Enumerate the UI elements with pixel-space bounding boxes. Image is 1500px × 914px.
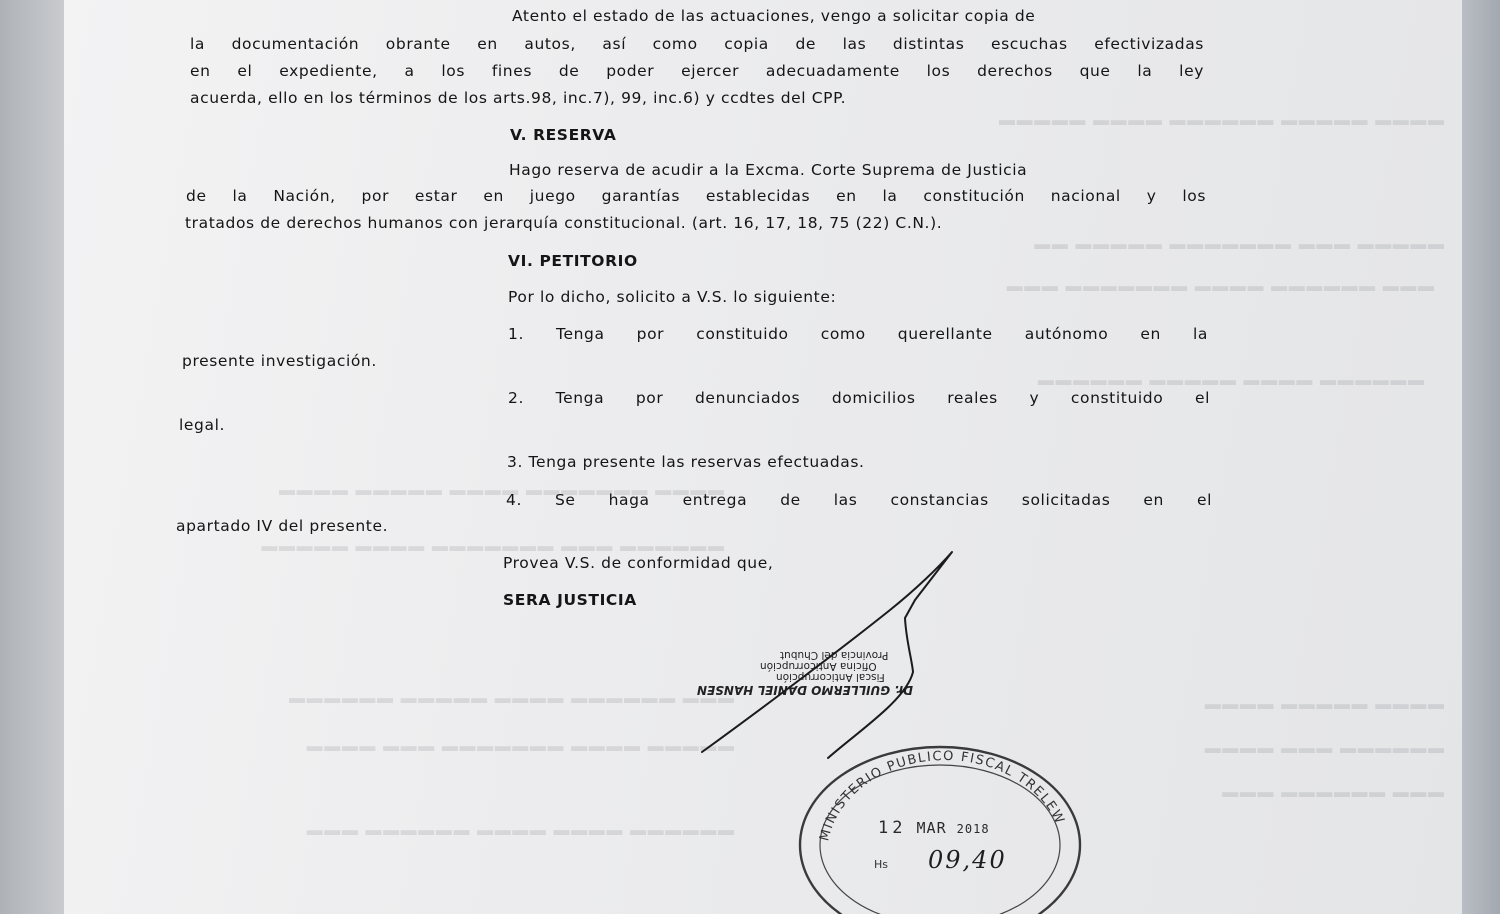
petitorio-item-1-continuation: presente investigación. xyxy=(182,352,377,370)
show-through-text: ▬▬▬ ▬▬▬▬▬▬ ▬▬▬▬ ▬▬▬▬▬ ▬▬▬▬▬▬ xyxy=(287,690,734,707)
seal-day: 12 xyxy=(878,818,907,838)
stamp-title-2: Oficina Anticorrupción xyxy=(760,660,877,672)
petitorio-item-4-continuation: apartado IV del presente. xyxy=(176,517,389,535)
petitorio-item-3: 3. Tenga presente las reservas efectuadas. xyxy=(507,453,865,471)
signature xyxy=(690,540,970,770)
seal-ring-text: MINISTERIO PUBLICO FISCAL TRELEW xyxy=(817,748,1068,843)
show-through-text: ▬▬▬▬▬ ▬▬▬ ▬▬▬▬▬▬▬ ▬▬▬▬▬ ▬▬ xyxy=(1032,236,1444,253)
petitorio-intro: Por lo dicho, solicito a V.S. lo siguiente: xyxy=(508,288,837,306)
right-background-edge xyxy=(1462,0,1500,914)
show-through-text: ▬▬▬▬▬▬ ▬▬▬ ▬▬▬▬▬▬▬ ▬▬▬▬ ▬▬▬▬▬ xyxy=(259,538,724,555)
closing-sera-justicia: SERA JUSTICIA xyxy=(503,591,637,609)
paragraph-copy-line-3: en el expediente, a los fines de poder ejercer adecuadamente los derechos que la ley xyxy=(190,62,1204,80)
section-v-line-2: de la Nación, por estar en juego garantías establecidas en la constitución nacional y los xyxy=(186,187,1206,205)
show-through-text: ▬▬▬▬▬▬ ▬▬▬ ▬▬▬▬ xyxy=(1203,740,1444,757)
section-v-line-3: tratados de derechos humanos con jerarquía constitucional. (art. 16, 17, 18, 75 (22) C.N.). xyxy=(185,214,943,232)
petitorio-item-4: 4. Se haga entrega de las constancias solicitadas en el xyxy=(506,491,1212,509)
stamp-name: Dr. GUILLERMO DANIEL HANSEN xyxy=(697,683,914,697)
show-through-text: ▬▬▬ ▬▬▬▬▬▬ ▬▬▬ xyxy=(1220,784,1444,801)
paragraph-copy-line-1: Atento el estado de las actuaciones, vengo a solicitar copia de xyxy=(512,7,1036,25)
paragraph-copy-line-4: acuerda, ello en los términos de los arts.98, inc.7), 99, inc.6) y ccdtes del CPP. xyxy=(190,89,847,107)
seal-hs-label: Hs xyxy=(874,858,889,871)
stamp-title-1: Fiscal Anticorrupción xyxy=(776,671,885,683)
closing-provea: Provea V.S. de conformidad que, xyxy=(503,554,774,572)
stamp-title-3: Provincia del Chubut xyxy=(780,649,889,661)
petitorio-item-2: 2. Tenga por denunciados domicilios reales y constituido el xyxy=(508,389,1210,407)
show-through-text: ▬▬▬▬▬▬ ▬▬▬▬ ▬▬▬▬ ▬▬▬▬▬▬ ▬▬▬ xyxy=(305,822,734,839)
show-through-text: ▬▬▬▬▬ ▬▬▬▬ ▬▬▬▬▬▬▬ ▬▬▬ ▬▬▬▬ xyxy=(305,738,734,755)
seal-month: MAR xyxy=(916,819,947,837)
left-background-edge xyxy=(0,0,64,914)
petitorio-item-2-continuation: legal. xyxy=(179,416,226,434)
section-v-line-1: Hago reserva de acudir a la Excma. Corte Suprema de Justicia xyxy=(509,161,1028,179)
seal-handwritten-time: 09,40 xyxy=(928,846,1007,874)
show-through-text: ▬▬▬▬ ▬▬▬▬▬ ▬▬▬▬ xyxy=(1203,696,1444,713)
section-vi-heading: VI. PETITORIO xyxy=(508,252,638,270)
seal-year: 2018 xyxy=(956,822,990,836)
show-through-text: ▬▬▬▬ ▬▬▬▬▬ ▬▬▬▬▬▬ ▬▬▬▬ ▬▬▬▬▬ xyxy=(997,112,1444,129)
show-through-text: ▬▬▬▬ ▬▬▬▬▬▬▬ ▬▬▬▬ ▬▬▬▬▬ ▬▬▬▬ xyxy=(277,482,724,499)
seal-date xyxy=(878,818,990,838)
show-through-text: ▬▬▬ ▬▬▬▬▬▬ ▬▬▬▬ ▬▬▬▬▬▬▬ ▬▬▬ xyxy=(1005,278,1434,295)
petitorio-item-1: 1. Tenga por constituido como querellante autónomo en la xyxy=(508,325,1208,343)
paragraph-copy-line-2: la documentación obrante en autos, así como copia de las distintas escuchas efectivizadas xyxy=(190,35,1204,53)
show-through-text: ▬▬▬▬▬▬ ▬▬▬▬ ▬▬▬▬▬ ▬▬▬▬▬▬ xyxy=(1036,372,1424,389)
section-v-heading: V. RESERVA xyxy=(510,126,617,144)
